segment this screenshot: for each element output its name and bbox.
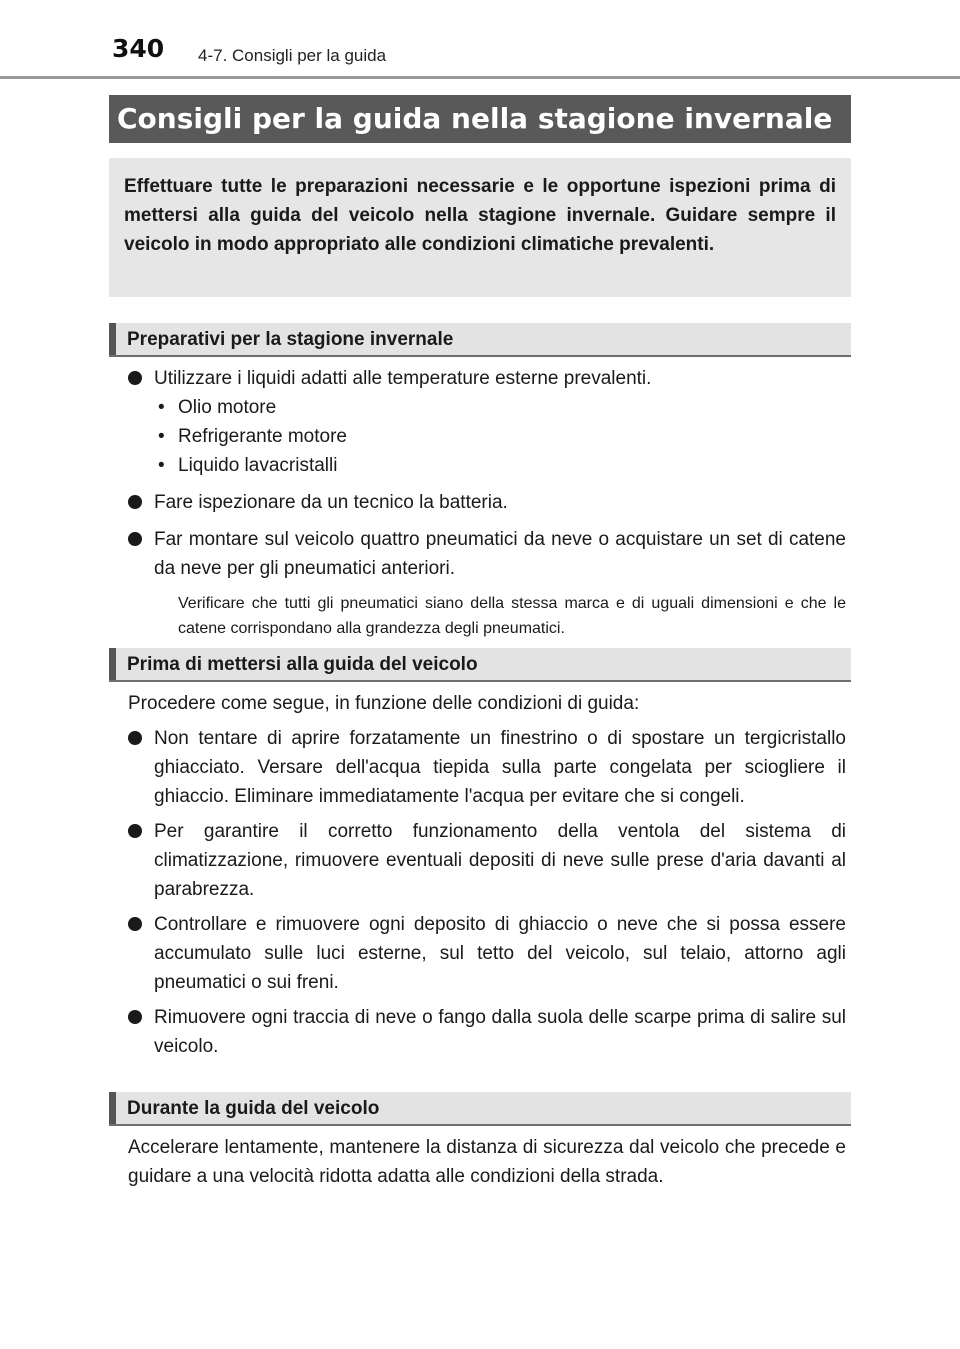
sub-list-item bbox=[128, 422, 846, 451]
sub-list-item-text: Liquido lavacristalli bbox=[178, 455, 338, 476]
bullet-dot-icon bbox=[128, 1010, 142, 1024]
bullet-dot-icon bbox=[128, 917, 142, 931]
small-bullet-icon: • bbox=[158, 426, 165, 447]
intro-box bbox=[109, 158, 851, 297]
sub-list-item-text: Olio motore bbox=[178, 397, 277, 418]
during-content bbox=[128, 1133, 846, 1191]
list-item-text: Utilizzare i liquidi adatti alle temperature esterne prevalenti. bbox=[154, 368, 652, 389]
subheading-accent bbox=[109, 1092, 116, 1124]
list-item bbox=[128, 488, 846, 517]
subheading-text: Durante la guida del veicolo bbox=[127, 1098, 380, 1119]
prep-content bbox=[128, 364, 846, 641]
small-bullet-icon: • bbox=[158, 455, 165, 476]
subheading-during bbox=[109, 1092, 851, 1126]
list-item bbox=[128, 724, 846, 811]
list-item-text: Per garantire il corretto funzionamento della ventola del sistema di climatizzazione, rimuovere eventuali depositi di neve sulle prese d'aria davanti al parabrezza. bbox=[154, 821, 846, 900]
bullet-dot-icon bbox=[128, 495, 142, 509]
sub-list-item bbox=[128, 393, 846, 422]
lead-paragraph: Procedere come segue, in funzione delle condizioni di guida: bbox=[128, 693, 640, 714]
list-item-text: Rimuovere ogni traccia di neve o fango dalla suola delle scarpe prima di salire sul veicolo. bbox=[154, 1007, 846, 1057]
list-item-text: Non tentare di aprire forzatamente un finestrino o di spostare un tergicristallo ghiacciato. Versare dell'acqua tiepida sulla parte congelata per sciogliere il ghiaccio. Eliminare immediatamente l'acqua per evitare che si congeli. bbox=[154, 728, 846, 807]
small-bullet-icon: • bbox=[158, 397, 165, 418]
note-text: Verificare che tutti gli pneumatici siano della stessa marca e di uguali dimensioni e che le catene corrispondano alla grandezza degli pneumatici. bbox=[178, 595, 846, 637]
section-label: 4-7. Consigli per la guida bbox=[198, 46, 387, 65]
during-paragraph: Accelerare lentamente, mantenere la distanza di sicurezza dal veicolo che precede e guidare a una velocità ridotta adatta alle condizioni della strada. bbox=[128, 1137, 846, 1187]
bullet-dot-icon bbox=[128, 731, 142, 745]
subheading-text: Preparativi per la stagione invernale bbox=[127, 329, 454, 350]
bullet-dot-icon bbox=[128, 371, 142, 385]
subheading-prep bbox=[109, 323, 851, 357]
header-divider bbox=[0, 76, 960, 79]
list-item bbox=[128, 817, 846, 904]
sub-list-item bbox=[128, 451, 846, 480]
intro-text: Effettuare tutte le preparazioni necessarie e le opportune ispezioni prima di mettersi alla guida del veicolo nella stagione invernale. Guidare sempre il veicolo in modo appropriato alle condizioni climatiche prevalenti. bbox=[124, 176, 836, 255]
list-item bbox=[128, 525, 846, 583]
page-number: 340 bbox=[112, 34, 165, 63]
subheading-accent bbox=[109, 648, 116, 680]
subheading-text: Prima di mettersi alla guida del veicolo bbox=[127, 654, 478, 675]
list-item-text: Fare ispezionare da un tecnico la batteria. bbox=[154, 492, 508, 513]
page-title: Consigli per la guida nella stagione invernale bbox=[109, 95, 851, 143]
before-content bbox=[128, 689, 846, 1061]
bullet-dot-icon bbox=[128, 532, 142, 546]
list-item bbox=[128, 364, 846, 393]
subheading-accent bbox=[109, 323, 116, 355]
fluid-list bbox=[128, 393, 846, 480]
sub-list-item-text: Refrigerante motore bbox=[178, 426, 347, 447]
list-item bbox=[128, 910, 846, 997]
subheading-before bbox=[109, 648, 851, 682]
list-item bbox=[128, 1003, 846, 1061]
list-item-text: Far montare sul veicolo quattro pneumatici da neve o acquistare un set di catene da neve per gli pneumatici anteriori. bbox=[154, 529, 846, 579]
bullet-dot-icon bbox=[128, 824, 142, 838]
list-item-text: Controllare e rimuovere ogni deposito di ghiaccio o neve che si possa essere accumulato sulle luci esterne, sul tetto del veicolo, sul telaio, attorno agli pneumatici o sui freni. bbox=[154, 914, 846, 993]
page-header bbox=[0, 0, 960, 80]
